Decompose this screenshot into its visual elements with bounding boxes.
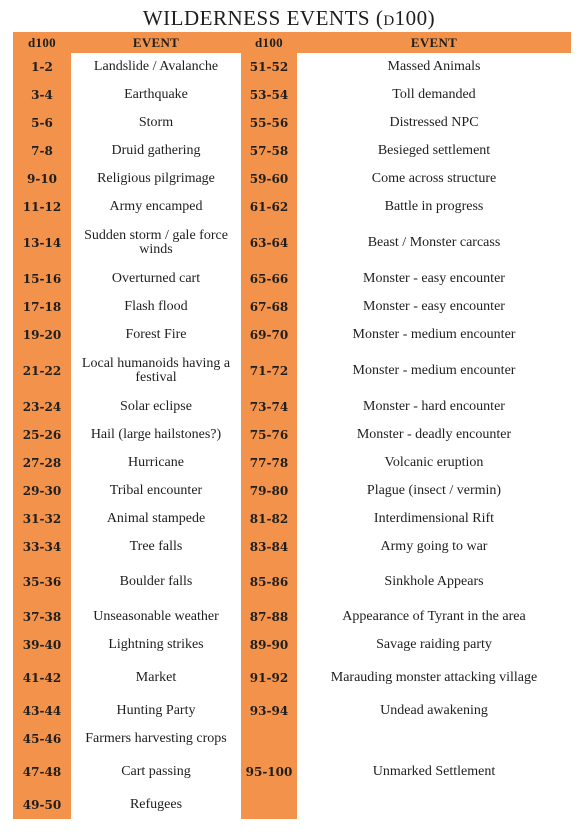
event-right: Plague (insect / vermin)	[297, 477, 571, 505]
table-row	[13, 421, 571, 449]
roll-range-right: 63-64	[241, 221, 297, 265]
table-row	[13, 53, 571, 81]
table-row	[13, 393, 571, 421]
event-left: Flash flood	[71, 293, 241, 321]
event-left: Unseasonable weather	[71, 603, 241, 631]
event-right: Monster - hard encounter	[297, 393, 571, 421]
roll-range-left: 35-36	[13, 561, 71, 603]
roll-range-right: 91-92	[241, 659, 297, 697]
table-row	[13, 659, 571, 697]
event-left: Religious pilgrimage	[71, 165, 241, 193]
event-right: Volcanic eruption	[297, 449, 571, 477]
event-left: Local humanoids having a festival	[71, 349, 241, 393]
roll-range-left: 33-34	[13, 533, 71, 561]
event-left: Overturned cart	[71, 265, 241, 293]
event-right: Sinkhole Appears	[297, 561, 571, 603]
event-right: Monster - easy encounter	[297, 265, 571, 293]
roll-range-right: 75-76	[241, 421, 297, 449]
event-left: Earthquake	[71, 81, 241, 109]
roll-range-right: 93-94	[241, 697, 297, 725]
roll-range-right: 55-56	[241, 109, 297, 137]
event-left: Solar eclipse	[71, 393, 241, 421]
event-right: Monster - medium encounter	[297, 349, 571, 393]
table-row	[13, 109, 571, 137]
table-row	[13, 193, 571, 221]
event-right: Toll demanded	[297, 81, 571, 109]
roll-range-right: 69-70	[241, 321, 297, 349]
roll-range-right: 79-80	[241, 477, 297, 505]
event-right: Undead awakening	[297, 697, 571, 725]
event-left: Market	[71, 659, 241, 697]
event-left: Cart passing	[71, 753, 241, 791]
table-row	[13, 321, 571, 349]
roll-range-right: 59-60	[241, 165, 297, 193]
event-left: Sudden storm / gale force winds	[71, 221, 241, 265]
roll-range-left: 7-8	[13, 137, 71, 165]
event-right: Besieged settlement	[297, 137, 571, 165]
event-left: Hurricane	[71, 449, 241, 477]
event-right: Unmarked Settlement	[297, 725, 571, 819]
table-row	[13, 449, 571, 477]
event-right: Beast / Monster carcass	[297, 221, 571, 265]
event-right: Monster - easy encounter	[297, 293, 571, 321]
table-body	[13, 53, 571, 819]
roll-range-left: 17-18	[13, 293, 71, 321]
roll-range-right: 95-100	[241, 725, 297, 819]
events-table	[13, 32, 571, 819]
roll-range-left: 37-38	[13, 603, 71, 631]
table-row	[13, 293, 571, 321]
roll-range-right: 87-88	[241, 603, 297, 631]
header-event-right: EVENT	[297, 32, 571, 53]
event-left: Army encamped	[71, 193, 241, 221]
event-left: Hunting Party	[71, 697, 241, 725]
roll-range-right: 71-72	[241, 349, 297, 393]
table-row	[13, 265, 571, 293]
header-d100-right: d100	[241, 32, 297, 53]
roll-range-left: 15-16	[13, 265, 71, 293]
roll-range-left: 5-6	[13, 109, 71, 137]
roll-range-right: 81-82	[241, 505, 297, 533]
table-row	[13, 137, 571, 165]
event-left: Boulder falls	[71, 561, 241, 603]
page-title: WILDERNESS EVENTS (d100)	[142, 6, 436, 30]
roll-range-right: 89-90	[241, 631, 297, 659]
roll-range-left: 11-12	[13, 193, 71, 221]
roll-range-right: 53-54	[241, 81, 297, 109]
header-event-left: EVENT	[71, 32, 241, 53]
event-left: Tribal encounter	[71, 477, 241, 505]
roll-range-left: 49-50	[13, 791, 71, 819]
roll-range-left: 21-22	[13, 349, 71, 393]
event-left: Druid gathering	[71, 137, 241, 165]
event-right: Distressed NPC	[297, 109, 571, 137]
table-row	[13, 697, 571, 725]
table-row	[13, 477, 571, 505]
roll-range-left: 3-4	[13, 81, 71, 109]
table-row	[13, 533, 571, 561]
event-right: Come across structure	[297, 165, 571, 193]
event-right: Battle in progress	[297, 193, 571, 221]
roll-range-left: 23-24	[13, 393, 71, 421]
roll-range-left: 19-20	[13, 321, 71, 349]
roll-range-right: 77-78	[241, 449, 297, 477]
event-left: Farmers harvesting crops	[71, 725, 241, 753]
roll-range-right: 57-58	[241, 137, 297, 165]
roll-range-left: 41-42	[13, 659, 71, 697]
event-left: Refugees	[71, 791, 241, 819]
roll-range-right: 73-74	[241, 393, 297, 421]
event-right: Monster - medium encounter	[297, 321, 571, 349]
roll-range-left: 25-26	[13, 421, 71, 449]
event-right: Army going to war	[297, 533, 571, 561]
roll-range-right: 61-62	[241, 193, 297, 221]
roll-range-right: 83-84	[241, 533, 297, 561]
event-left: Hail (large hailstones?)	[71, 421, 241, 449]
event-left: Tree falls	[71, 533, 241, 561]
roll-range-left: 45-46	[13, 725, 71, 753]
event-right: Savage raiding party	[297, 631, 571, 659]
event-right: Appearance of Tyrant in the area	[297, 603, 571, 631]
roll-range-right: 67-68	[241, 293, 297, 321]
event-left: Forest Fire	[71, 321, 241, 349]
roll-range-left: 47-48	[13, 753, 71, 791]
roll-range-left: 1-2	[13, 53, 71, 81]
table-row	[13, 631, 571, 659]
header-row	[13, 32, 571, 53]
header-d100-left: d100	[13, 32, 71, 53]
table-row	[13, 561, 571, 603]
roll-range-right: 85-86	[241, 561, 297, 603]
table-row	[13, 603, 571, 631]
event-left: Landslide / Avalanche	[71, 53, 241, 81]
table-row	[13, 221, 571, 265]
roll-range-left: 13-14	[13, 221, 71, 265]
table-row	[13, 349, 571, 393]
event-left: Lightning strikes	[71, 631, 241, 659]
roll-range-right: 65-66	[241, 265, 297, 293]
roll-range-left: 43-44	[13, 697, 71, 725]
table-row	[13, 165, 571, 193]
event-right: Marauding monster attacking village	[297, 659, 571, 697]
roll-range-left: 39-40	[13, 631, 71, 659]
event-right: Interdimensional Rift	[297, 505, 571, 533]
roll-range-right: 51-52	[241, 53, 297, 81]
table-row	[13, 505, 571, 533]
table-row	[13, 725, 571, 753]
event-right: Monster - deadly encounter	[297, 421, 571, 449]
roll-range-left: 29-30	[13, 477, 71, 505]
roll-range-left: 27-28	[13, 449, 71, 477]
table-row	[13, 81, 571, 109]
roll-range-left: 9-10	[13, 165, 71, 193]
event-left: Animal stampede	[71, 505, 241, 533]
event-right: Massed Animals	[297, 53, 571, 81]
roll-range-left: 31-32	[13, 505, 71, 533]
event-left: Storm	[71, 109, 241, 137]
